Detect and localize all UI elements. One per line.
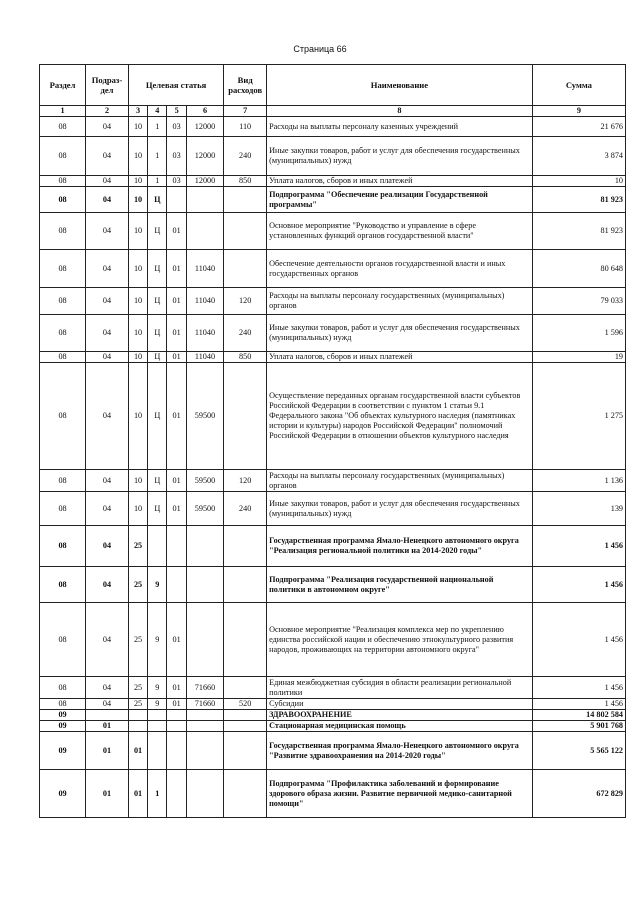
target-code-direction-cell — [186, 213, 224, 250]
razdel-cell: 09 — [40, 732, 86, 770]
target-code-event-cell: 01 — [167, 699, 186, 710]
expense-type-cell — [224, 213, 267, 250]
podrazdel-cell: 04 — [86, 137, 129, 176]
table-row — [40, 288, 626, 315]
expense-type-cell: 520 — [224, 699, 267, 710]
razdel-cell: 08 — [40, 699, 86, 710]
expense-type-cell — [224, 250, 267, 288]
header-row — [40, 65, 626, 106]
target-code-event-cell: 01 — [167, 315, 186, 352]
name-cell: Единая межбюджетная субсидия в области реализации региональной политики — [267, 677, 533, 699]
table-row — [40, 352, 626, 363]
target-code-direction-cell — [186, 721, 224, 732]
target-code-subprogram-cell: 9 — [148, 603, 167, 677]
name-cell: Осуществление переданных органам государственной власти субъектов Российской Федерации в соответствии с пунктом 1 статьи 9.1 Федерального закона "Об объектах культурного наследия (памятниках истории и культуры) народов Российской Федерации" полномочий Российской Федерации в отношении объектов культурного наследия — [267, 363, 533, 470]
sum-cell: 81 923 — [532, 213, 625, 250]
table-row — [40, 710, 626, 721]
name-cell: Субсидии — [267, 699, 533, 710]
target-code-direction-cell — [186, 526, 224, 567]
podrazdel-cell: 04 — [86, 288, 129, 315]
name-cell: Расходы на выплаты персоналу государственных (муниципальных) органов — [267, 470, 533, 492]
expense-type-cell — [224, 732, 267, 770]
table-row — [40, 677, 626, 699]
name-cell: Государственная программа Ямало-Ненецкого автономного округа "Развитие здравоохранения на 2014-2020 годы" — [267, 732, 533, 770]
table-row — [40, 470, 626, 492]
expense-type-cell: 240 — [224, 492, 267, 526]
sum-cell: 139 — [532, 492, 625, 526]
col-number: 3 — [128, 106, 147, 117]
expense-type-cell — [224, 187, 267, 213]
razdel-cell: 08 — [40, 352, 86, 363]
target-code-subprogram-cell: 9 — [148, 567, 167, 603]
target-code-subprogram-cell — [148, 721, 167, 732]
target-code-program-cell: 10 — [128, 117, 147, 137]
target-code-direction-cell — [186, 567, 224, 603]
target-code-subprogram-cell: Ц — [148, 492, 167, 526]
col-number: 5 — [167, 106, 186, 117]
target-code-event-cell — [167, 526, 186, 567]
target-code-event-cell: 01 — [167, 352, 186, 363]
col-number: 7 — [224, 106, 267, 117]
podrazdel-cell: 04 — [86, 187, 129, 213]
table-row — [40, 315, 626, 352]
target-code-program-cell: 10 — [128, 363, 147, 470]
target-code-direction-cell: 11040 — [186, 250, 224, 288]
name-cell: Уплата налогов, сборов и иных платежей — [267, 352, 533, 363]
sum-cell: 21 676 — [532, 117, 625, 137]
name-cell: Расходы на выплаты персоналу государственных (муниципальных) органов — [267, 288, 533, 315]
budget-table — [39, 64, 626, 818]
razdel-cell: 08 — [40, 492, 86, 526]
target-code-subprogram-cell — [148, 526, 167, 567]
target-code-program-cell: 10 — [128, 250, 147, 288]
target-code-program-cell: 25 — [128, 677, 147, 699]
target-code-event-cell: 01 — [167, 492, 186, 526]
expense-type-cell: 850 — [224, 176, 267, 187]
expense-type-cell: 240 — [224, 315, 267, 352]
expense-type-cell — [224, 363, 267, 470]
target-code-program-cell: 01 — [128, 770, 147, 818]
target-code-subprogram-cell: Ц — [148, 187, 167, 213]
sum-cell: 1 456 — [532, 526, 625, 567]
target-code-subprogram-cell: Ц — [148, 315, 167, 352]
target-code-direction-cell: 11040 — [186, 315, 224, 352]
sum-cell: 81 923 — [532, 187, 625, 213]
razdel-cell: 09 — [40, 710, 86, 721]
target-code-program-cell — [128, 721, 147, 732]
target-code-program-cell: 10 — [128, 176, 147, 187]
name-cell: Государственная программа Ямало-Ненецкого автономного округа "Реализация региональной политики на 2014-2020 годы" — [267, 526, 533, 567]
target-code-program-cell: 10 — [128, 137, 147, 176]
name-cell: Иные закупки товаров, работ и услуг для обеспечения государственных (муниципальных) нужд — [267, 315, 533, 352]
expense-type-cell — [224, 721, 267, 732]
podrazdel-cell: 04 — [86, 567, 129, 603]
sum-cell: 672 829 — [532, 770, 625, 818]
table-row — [40, 213, 626, 250]
target-code-direction-cell: 12000 — [186, 137, 224, 176]
header-naimenovanie: Наименование — [267, 65, 533, 106]
sum-cell: 1 596 — [532, 315, 625, 352]
target-code-subprogram-cell: Ц — [148, 352, 167, 363]
table-row — [40, 770, 626, 818]
target-code-event-cell — [167, 721, 186, 732]
table-row — [40, 117, 626, 137]
target-code-subprogram-cell: Ц — [148, 288, 167, 315]
table-row — [40, 526, 626, 567]
razdel-cell: 08 — [40, 137, 86, 176]
target-code-direction-cell — [186, 770, 224, 818]
sum-cell: 10 — [532, 176, 625, 187]
expense-type-cell: 240 — [224, 137, 267, 176]
col-number: 1 — [40, 106, 86, 117]
header-tselevaya-statya: Целевая статья — [128, 65, 223, 106]
target-code-event-cell: 03 — [167, 176, 186, 187]
target-code-subprogram-cell — [148, 710, 167, 721]
target-code-subprogram-cell: Ц — [148, 250, 167, 288]
table-row — [40, 603, 626, 677]
podrazdel-cell: 04 — [86, 352, 129, 363]
podrazdel-cell: 04 — [86, 492, 129, 526]
podrazdel-cell: 01 — [86, 770, 129, 818]
target-code-direction-cell — [186, 187, 224, 213]
table-row — [40, 492, 626, 526]
target-code-subprogram-cell: Ц — [148, 470, 167, 492]
target-code-program-cell: 10 — [128, 470, 147, 492]
target-code-event-cell — [167, 732, 186, 770]
podrazdel-cell — [86, 710, 129, 721]
razdel-cell: 09 — [40, 721, 86, 732]
name-cell: Основное мероприятие "Руководство и управление в сфере установленных функций органов государственной власти" — [267, 213, 533, 250]
col-number: 8 — [267, 106, 533, 117]
sum-cell: 1 456 — [532, 677, 625, 699]
expense-type-cell: 120 — [224, 470, 267, 492]
target-code-program-cell: 25 — [128, 526, 147, 567]
target-code-event-cell: 01 — [167, 677, 186, 699]
sum-cell: 1 456 — [532, 603, 625, 677]
target-code-subprogram-cell — [148, 732, 167, 770]
razdel-cell: 08 — [40, 117, 86, 137]
target-code-direction-cell: 12000 — [186, 117, 224, 137]
expense-type-cell — [224, 603, 267, 677]
table-row — [40, 721, 626, 732]
target-code-event-cell: 01 — [167, 363, 186, 470]
sum-cell: 1 275 — [532, 363, 625, 470]
razdel-cell: 08 — [40, 526, 86, 567]
table-row — [40, 250, 626, 288]
razdel-cell: 08 — [40, 677, 86, 699]
target-code-direction-cell: 59500 — [186, 363, 224, 470]
target-code-program-cell: 10 — [128, 315, 147, 352]
name-cell: Уплата налогов, сборов и иных платежей — [267, 176, 533, 187]
target-code-subprogram-cell: 1 — [148, 117, 167, 137]
sum-cell: 80 648 — [532, 250, 625, 288]
target-code-event-cell — [167, 710, 186, 721]
podrazdel-cell: 04 — [86, 315, 129, 352]
podrazdel-cell: 04 — [86, 176, 129, 187]
razdel-cell: 08 — [40, 176, 86, 187]
target-code-event-cell: 01 — [167, 213, 186, 250]
name-cell: Подпрограмма "Профилактика заболеваний и формирование здорового образа жизни. Развитие первичной медико-санитарной помощи" — [267, 770, 533, 818]
target-code-direction-cell — [186, 603, 224, 677]
target-code-program-cell: 01 — [128, 732, 147, 770]
target-code-event-cell: 01 — [167, 470, 186, 492]
razdel-cell: 08 — [40, 250, 86, 288]
table-row — [40, 363, 626, 470]
page-number: Страница 66 — [293, 44, 347, 54]
target-code-direction-cell — [186, 732, 224, 770]
table-row — [40, 699, 626, 710]
target-code-program-cell: 25 — [128, 699, 147, 710]
target-code-subprogram-cell: Ц — [148, 363, 167, 470]
target-code-event-cell: 01 — [167, 288, 186, 315]
podrazdel-cell: 04 — [86, 250, 129, 288]
col-number: 6 — [186, 106, 224, 117]
podrazdel-cell: 04 — [86, 213, 129, 250]
col-number: 9 — [532, 106, 625, 117]
target-code-subprogram-cell: Ц — [148, 213, 167, 250]
target-code-program-cell: 10 — [128, 492, 147, 526]
expense-type-cell: 120 — [224, 288, 267, 315]
razdel-cell: 08 — [40, 603, 86, 677]
target-code-event-cell: 01 — [167, 250, 186, 288]
sum-cell: 14 802 584 — [532, 710, 625, 721]
target-code-event-cell — [167, 770, 186, 818]
header-razdel: Раздел — [40, 65, 86, 106]
sum-cell: 79 033 — [532, 288, 625, 315]
target-code-program-cell: 25 — [128, 603, 147, 677]
table-row — [40, 137, 626, 176]
razdel-cell: 08 — [40, 363, 86, 470]
expense-type-cell — [224, 567, 267, 603]
table-row — [40, 187, 626, 213]
razdel-cell: 09 — [40, 770, 86, 818]
target-code-direction-cell: 71660 — [186, 677, 224, 699]
expense-type-cell — [224, 770, 267, 818]
table-row — [40, 176, 626, 187]
target-code-event-cell: 03 — [167, 137, 186, 176]
target-code-direction-cell: 59500 — [186, 492, 224, 526]
target-code-subprogram-cell: 1 — [148, 176, 167, 187]
target-code-program-cell: 10 — [128, 213, 147, 250]
sum-cell: 19 — [532, 352, 625, 363]
podrazdel-cell: 01 — [86, 732, 129, 770]
expense-type-cell: 110 — [224, 117, 267, 137]
name-cell: Иные закупки товаров, работ и услуг для обеспечения государственных (муниципальных) нужд — [267, 137, 533, 176]
table-row — [40, 732, 626, 770]
podrazdel-cell: 04 — [86, 470, 129, 492]
podrazdel-cell: 04 — [86, 677, 129, 699]
col-number: 2 — [86, 106, 129, 117]
target-code-direction-cell: 12000 — [186, 176, 224, 187]
name-cell: Обеспечение деятельности органов государственной власти и иных государственных органов — [267, 250, 533, 288]
target-code-program-cell: 10 — [128, 288, 147, 315]
target-code-event-cell: 03 — [167, 117, 186, 137]
table-body — [40, 117, 626, 818]
target-code-subprogram-cell: 9 — [148, 677, 167, 699]
table-row — [40, 567, 626, 603]
name-cell: Стационарная медицинская помощь — [267, 721, 533, 732]
razdel-cell: 08 — [40, 187, 86, 213]
target-code-program-cell — [128, 710, 147, 721]
name-cell: Подпрограмма "Обеспечение реализации Государственной программы" — [267, 187, 533, 213]
target-code-direction-cell — [186, 710, 224, 721]
target-code-program-cell: 10 — [128, 187, 147, 213]
header-vid-rashodov: Вид расходов — [224, 65, 267, 106]
sum-cell: 1 456 — [532, 567, 625, 603]
sum-cell: 5 565 122 — [532, 732, 625, 770]
name-cell: Подпрограмма "Реализация государственной национальной политики в автономном округе" — [267, 567, 533, 603]
podrazdel-cell: 04 — [86, 117, 129, 137]
expense-type-cell — [224, 677, 267, 699]
podrazdel-cell: 04 — [86, 603, 129, 677]
target-code-event-cell — [167, 187, 186, 213]
podrazdel-cell: 04 — [86, 363, 129, 470]
header-podrazdel: Подраз-дел — [86, 65, 129, 106]
podrazdel-cell: 04 — [86, 699, 129, 710]
target-code-direction-cell: 11040 — [186, 288, 224, 315]
sum-cell: 1 136 — [532, 470, 625, 492]
expense-type-cell — [224, 526, 267, 567]
column-number-row — [40, 106, 626, 117]
sum-cell: 3 874 — [532, 137, 625, 176]
target-code-subprogram-cell: 1 — [148, 770, 167, 818]
sum-cell: 1 456 — [532, 699, 625, 710]
podrazdel-cell: 01 — [86, 721, 129, 732]
target-code-event-cell: 01 — [167, 603, 186, 677]
razdel-cell: 08 — [40, 470, 86, 492]
target-code-program-cell: 10 — [128, 352, 147, 363]
header-summa: Сумма — [532, 65, 625, 106]
name-cell: Иные закупки товаров, работ и услуг для обеспечения государственных (муниципальных) нужд — [267, 492, 533, 526]
target-code-direction-cell: 11040 — [186, 352, 224, 363]
expense-type-cell: 850 — [224, 352, 267, 363]
name-cell: ЗДРАВООХРАНЕНИЕ — [267, 710, 533, 721]
razdel-cell: 08 — [40, 567, 86, 603]
podrazdel-cell: 04 — [86, 526, 129, 567]
razdel-cell: 08 — [40, 213, 86, 250]
name-cell: Расходы на выплаты персоналу казенных учреждений — [267, 117, 533, 137]
target-code-subprogram-cell: 1 — [148, 137, 167, 176]
target-code-direction-cell: 71660 — [186, 699, 224, 710]
col-number: 4 — [148, 106, 167, 117]
sum-cell: 5 901 768 — [532, 721, 625, 732]
name-cell: Основное мероприятие "Реализация комплекса мер по укреплению единства российской нации и обеспечению этнокультурного развития народов, проживающих на территории автономного округа" — [267, 603, 533, 677]
target-code-program-cell: 25 — [128, 567, 147, 603]
expense-type-cell — [224, 710, 267, 721]
target-code-direction-cell: 59500 — [186, 470, 224, 492]
razdel-cell: 08 — [40, 288, 86, 315]
razdel-cell: 08 — [40, 315, 86, 352]
target-code-subprogram-cell: 9 — [148, 699, 167, 710]
target-code-event-cell — [167, 567, 186, 603]
